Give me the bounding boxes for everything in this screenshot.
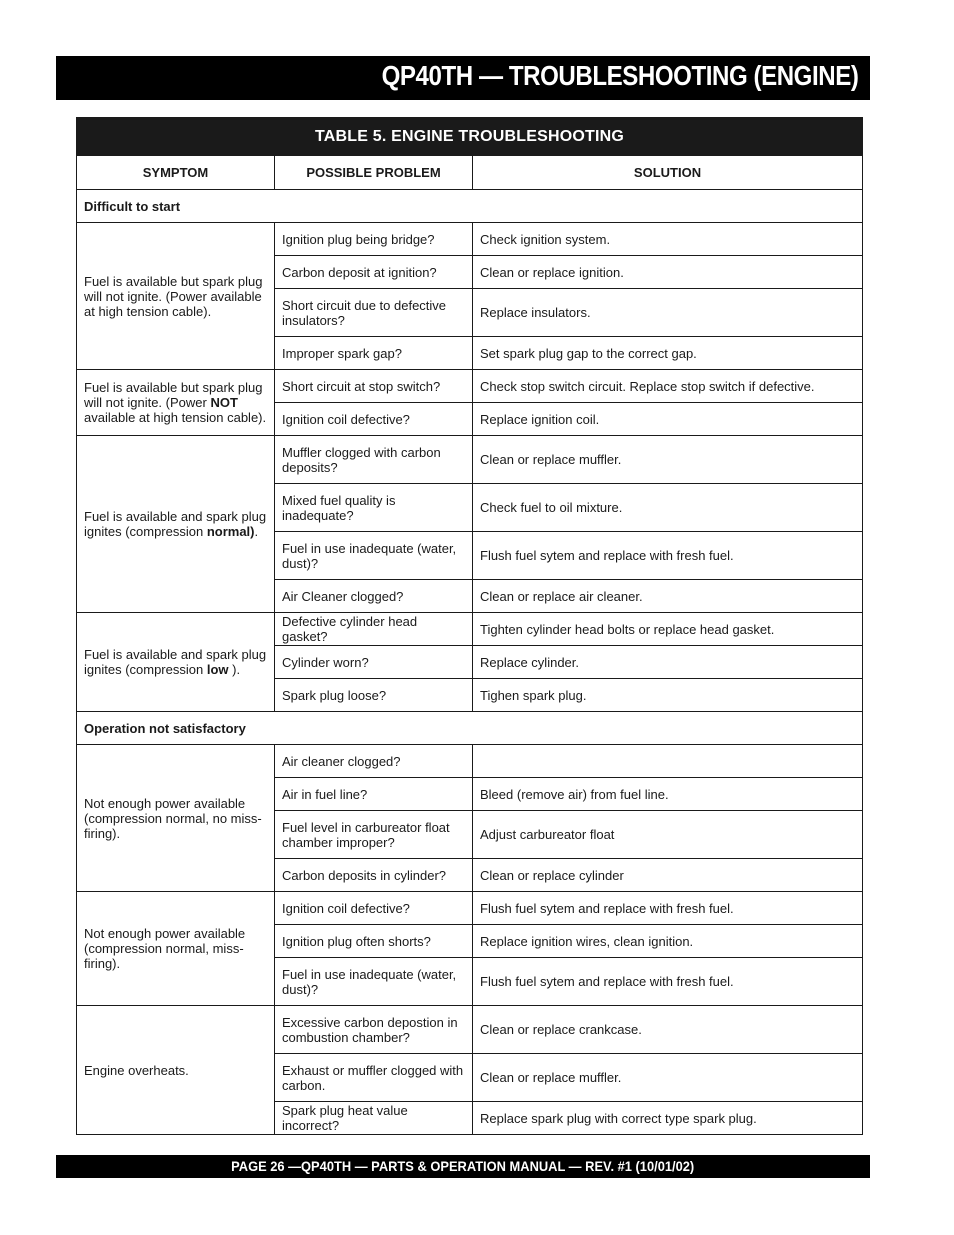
problem-cell: Fuel in use inadequate (water, dust)?	[275, 532, 473, 580]
table-caption-row	[77, 118, 863, 156]
column-header-solution: SOLUTION	[473, 156, 863, 190]
solution-cell: Replace ignition coil.	[473, 403, 863, 436]
symptom-cell: Not enough power available (compression normal, miss-firing).	[77, 892, 275, 1006]
problem-cell: Spark plug loose?	[275, 679, 473, 712]
engine-troubleshooting-table	[76, 117, 863, 1135]
problem-cell: Spark plug heat value incorrect?	[275, 1102, 473, 1135]
problem-cell: Fuel level in carbureator float chamber improper?	[275, 811, 473, 859]
solution-cell: Clean or replace ignition.	[473, 256, 863, 289]
solution-cell: Flush fuel sytem and replace with fresh fuel.	[473, 892, 863, 925]
solution-cell: Flush fuel sytem and replace with fresh fuel.	[473, 958, 863, 1006]
footer-text: PAGE 26 —QP40TH — PARTS & OPERATION MANUAL — REV. #1 (10/01/02)	[231, 1158, 695, 1174]
solution-cell: Replace spark plug with correct type spark plug.	[473, 1102, 863, 1135]
symptom-emphasis: NOT	[210, 395, 238, 410]
solution-cell: Clean or replace crankcase.	[473, 1006, 863, 1054]
solution-cell	[473, 745, 863, 778]
table-row	[77, 1006, 863, 1054]
page-footer	[56, 1155, 870, 1178]
problem-cell: Fuel in use inadequate (water, dust)?	[275, 958, 473, 1006]
solution-cell: Clean or replace muffler.	[473, 1054, 863, 1102]
problem-cell: Muffler clogged with carbon deposits?	[275, 436, 473, 484]
symptom-text: Fuel is available but spark plug will not ignite. (Power	[84, 380, 263, 410]
problem-cell: Improper spark gap?	[275, 337, 473, 370]
table-header-row	[77, 156, 863, 190]
solution-cell: Check ignition system.	[473, 223, 863, 256]
problem-cell: Excessive carbon depostion in combustion chamber?	[275, 1006, 473, 1054]
solution-cell: Replace ignition wires, clean ignition.	[473, 925, 863, 958]
problem-cell: Defective cylinder head gasket?	[275, 613, 473, 646]
table-row	[77, 613, 863, 646]
problem-cell: Carbon deposit at ignition?	[275, 256, 473, 289]
table-row	[77, 370, 863, 403]
problem-cell: Ignition coil defective?	[275, 403, 473, 436]
solution-cell: Tighen spark plug.	[473, 679, 863, 712]
problem-cell: Air in fuel line?	[275, 778, 473, 811]
page-title: QP40TH — TROUBLESHOOTING (ENGINE)	[381, 60, 858, 91]
section-title: Difficult to start	[77, 190, 863, 223]
problem-cell: Exhaust or muffler clogged with carbon.	[275, 1054, 473, 1102]
column-header-possible-problem: POSSIBLE PROBLEM	[275, 156, 473, 190]
problem-cell: Carbon deposits in cylinder?	[275, 859, 473, 892]
problem-cell: Mixed fuel quality is inadequate?	[275, 484, 473, 532]
section-row	[77, 712, 863, 745]
symptom-cell	[77, 436, 275, 613]
table-row	[77, 223, 863, 256]
solution-cell: Clean or replace cylinder	[473, 859, 863, 892]
symptom-emphasis: low	[206, 662, 229, 677]
solution-cell: Replace insulators.	[473, 289, 863, 337]
symptom-text: Fuel is available and spark plug ignites (compression	[84, 647, 267, 677]
problem-cell: Ignition plug being bridge?	[275, 223, 473, 256]
solution-cell: Tighten cylinder head bolts or replace head gasket.	[473, 613, 863, 646]
symptom-cell	[77, 613, 275, 712]
symptom-text: .	[254, 524, 259, 539]
symptom-cell: Engine overheats.	[77, 1006, 275, 1135]
solution-cell: Clean or replace air cleaner.	[473, 580, 863, 613]
problem-cell: Ignition coil defective?	[275, 892, 473, 925]
symptom-text: Fuel is available and spark plug ignites (compression	[84, 509, 267, 539]
table-row	[77, 892, 863, 925]
solution-cell: Bleed (remove air) from fuel line.	[473, 778, 863, 811]
solution-cell: Adjust carbureator float	[473, 811, 863, 859]
solution-cell: Clean or replace muffler.	[473, 436, 863, 484]
problem-cell: Short circuit due to defective insulators?	[275, 289, 473, 337]
problem-cell: Air cleaner clogged?	[275, 745, 473, 778]
page-title-bar	[56, 56, 870, 100]
symptom-cell	[77, 370, 275, 436]
solution-cell: Check fuel to oil mixture.	[473, 484, 863, 532]
problem-cell: Ignition plug often shorts?	[275, 925, 473, 958]
column-header-symptom: SYMPTOM	[77, 156, 275, 190]
solution-cell: Check stop switch circuit. Replace stop switch if defective.	[473, 370, 863, 403]
section-row	[77, 190, 863, 223]
problem-cell: Short circuit at stop switch?	[275, 370, 473, 403]
solution-cell: Replace cylinder.	[473, 646, 863, 679]
section-title: Operation not satisfactory	[77, 712, 863, 745]
solution-cell: Set spark plug gap to the correct gap.	[473, 337, 863, 370]
problem-cell: Air Cleaner clogged?	[275, 580, 473, 613]
table-row	[77, 745, 863, 778]
symptom-emphasis: normal)	[206, 524, 255, 539]
solution-cell: Flush fuel sytem and replace with fresh fuel.	[473, 532, 863, 580]
troubleshooting-table-container	[76, 117, 862, 1135]
symptom-text: ).	[228, 662, 241, 677]
symptom-text: available at high tension cable).	[84, 410, 267, 425]
symptom-cell: Fuel is available but spark plug will not ignite. (Power available at high tension cable).	[77, 223, 275, 370]
table-row	[77, 436, 863, 484]
problem-cell: Cylinder worn?	[275, 646, 473, 679]
table-caption: TABLE 5. ENGINE TROUBLESHOOTING	[77, 118, 863, 156]
symptom-cell: Not enough power available (compression normal, no miss-firing).	[77, 745, 275, 892]
